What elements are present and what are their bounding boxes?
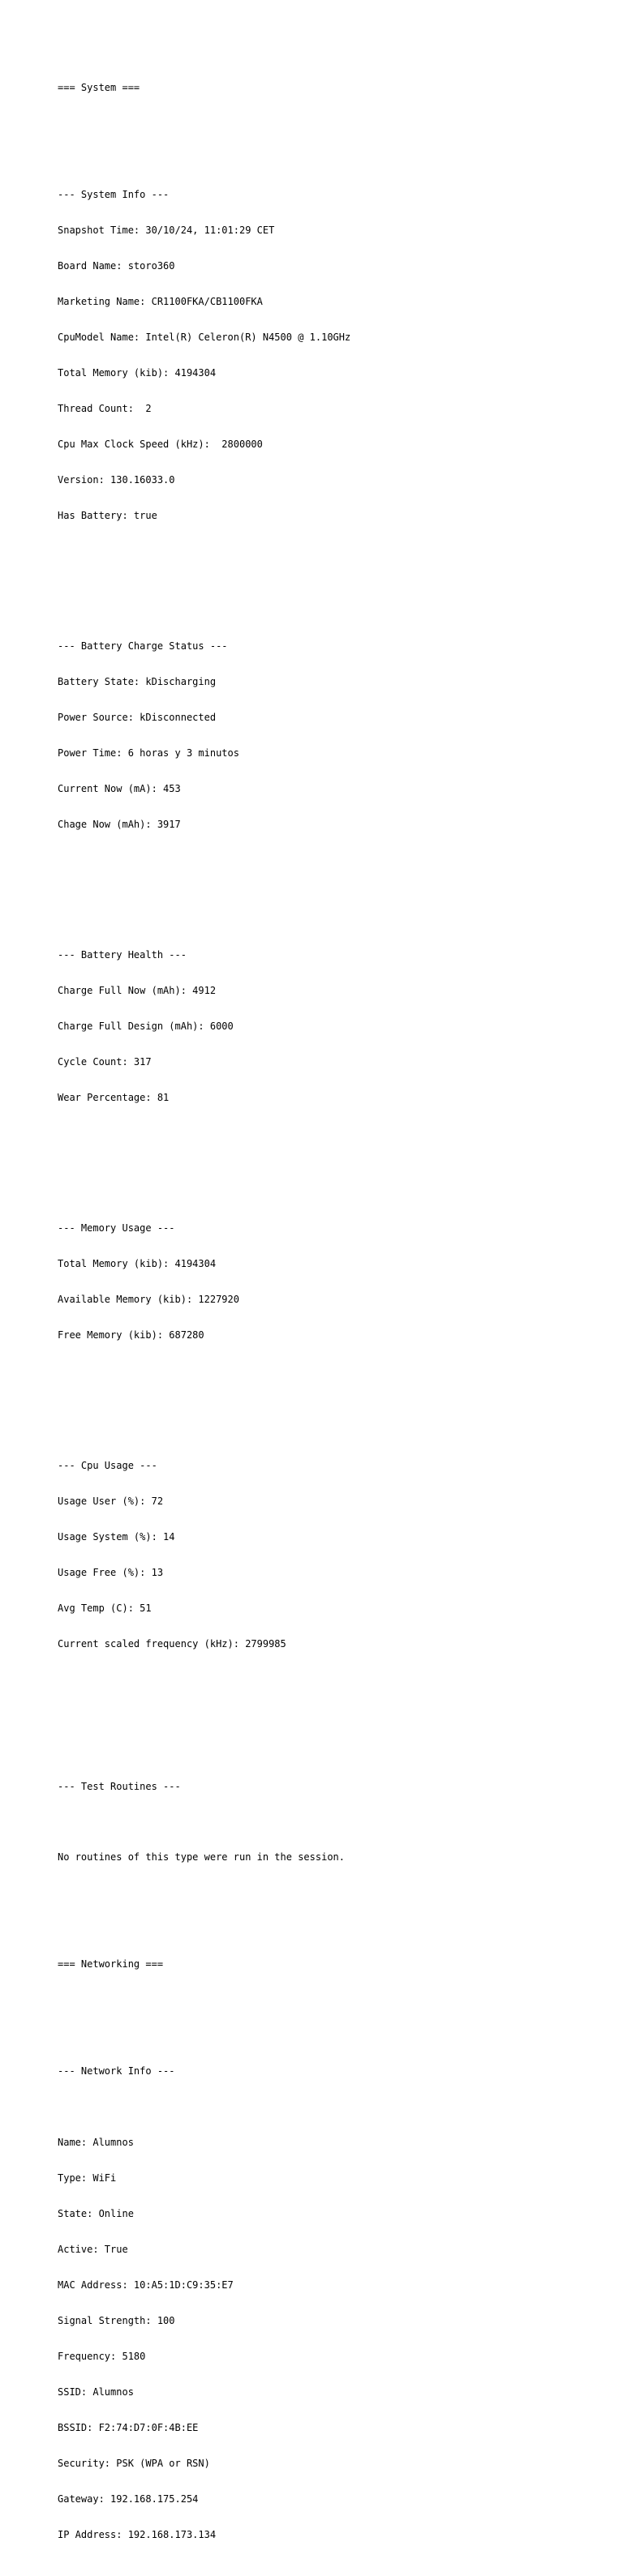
log-line: Security: PSK (WPA or RSN)	[58, 2457, 210, 2469]
log-line: Marketing Name: CR1100FKA/CB1100FKA	[58, 296, 263, 308]
section-heading: --- Battery Charge Status ---	[58, 640, 228, 652]
battery-health-section	[58, 926, 609, 1128]
log-line: Active: True	[58, 2243, 128, 2255]
log-line: Usage User (%): 72	[58, 1495, 164, 1507]
log-line: Available Memory (kib): 1227920	[58, 1293, 239, 1305]
cpu-usage-section	[58, 1436, 609, 1674]
log-line: Wear Percentage: 81	[58, 1091, 170, 1103]
log-line: Gateway: 192.168.175.254	[58, 2493, 199, 2505]
log-line: Cycle Count: 317	[58, 1055, 152, 1068]
log-line: Current scaled frequency (kHz): 2799985	[58, 1637, 286, 1650]
log-line: Usage Free (%): 13	[58, 1566, 164, 1578]
log-line: Frequency: 5180	[58, 2350, 146, 2362]
section-heading: --- Network Info ---	[58, 2065, 175, 2077]
log-line: IP Address: 192.168.173.134	[58, 2528, 217, 2540]
log-line: Free Memory (kib): 687280	[58, 1329, 204, 1341]
log-line: Thread Count: 2	[58, 402, 152, 414]
log-line: Current Now (mA): 453	[58, 782, 181, 794]
system-info-section	[58, 165, 609, 546]
network-info-section	[58, 2042, 609, 2565]
log-line: Total Memory (kib): 4194304	[58, 366, 217, 379]
log-line: Version: 130.16033.0	[58, 473, 175, 486]
system-header: === System ===	[58, 82, 140, 94]
section-heading: --- Battery Health ---	[58, 948, 187, 961]
log-line: Type: WiFi	[58, 2172, 117, 2184]
log-line: BSSID: F2:74:D7:0F:4B:EE	[58, 2421, 199, 2433]
diagnostics-log	[58, 58, 609, 2576]
test-routines-section	[58, 1757, 609, 1887]
log-line: Charge Full Now (mAh): 4912	[58, 984, 217, 996]
section-heading: --- Cpu Usage ---	[58, 1459, 157, 1471]
log-line: Charge Full Design (mAh): 6000	[58, 1020, 234, 1032]
log-line: State: Online	[58, 2208, 134, 2220]
log-line: MAC Address: 10:A5:1D:C9:35:E7	[58, 2279, 234, 2291]
log-line: Snapshot Time: 30/10/24, 11:01:29 CET	[58, 225, 275, 237]
log-line: Board Name: storo360	[58, 260, 175, 272]
log-line: Usage System (%): 14	[58, 1530, 175, 1543]
log-line: CpuModel Name: Intel(R) Celeron(R) N4500 @ 1.10GHz	[58, 332, 351, 343]
networking-header: === Networking ===	[58, 1958, 164, 1971]
log-line: Signal Strength: 100	[58, 2314, 175, 2326]
log-line: Chage Now (mAh): 3917	[58, 818, 181, 830]
section-heading: --- System Info ---	[58, 189, 170, 201]
section-heading: --- Memory Usage ---	[58, 1222, 175, 1234]
memory-usage-section	[58, 1199, 609, 1365]
log-line: SSID: Alumnos	[58, 2386, 134, 2398]
log-line: Avg Temp (C): 51	[58, 1602, 152, 1614]
log-line: Power Time: 6 horas y 3 minutos	[58, 747, 239, 759]
test-routines-message: No routines of this type were run in the session.	[58, 1851, 346, 1864]
section-heading: --- Test Routines ---	[58, 1780, 181, 1792]
log-line: Cpu Max Clock Speed (kHz): 2800000	[58, 438, 263, 450]
log-line: Name: Alumnos	[58, 2137, 134, 2149]
log-line: Battery State: kDischarging	[58, 675, 217, 687]
log-line: Has Battery: true	[58, 509, 157, 521]
log-line: Power Source: kDisconnected	[58, 711, 217, 723]
battery-charge-section	[58, 617, 609, 854]
log-line: Total Memory (kib): 4194304	[58, 1257, 217, 1269]
